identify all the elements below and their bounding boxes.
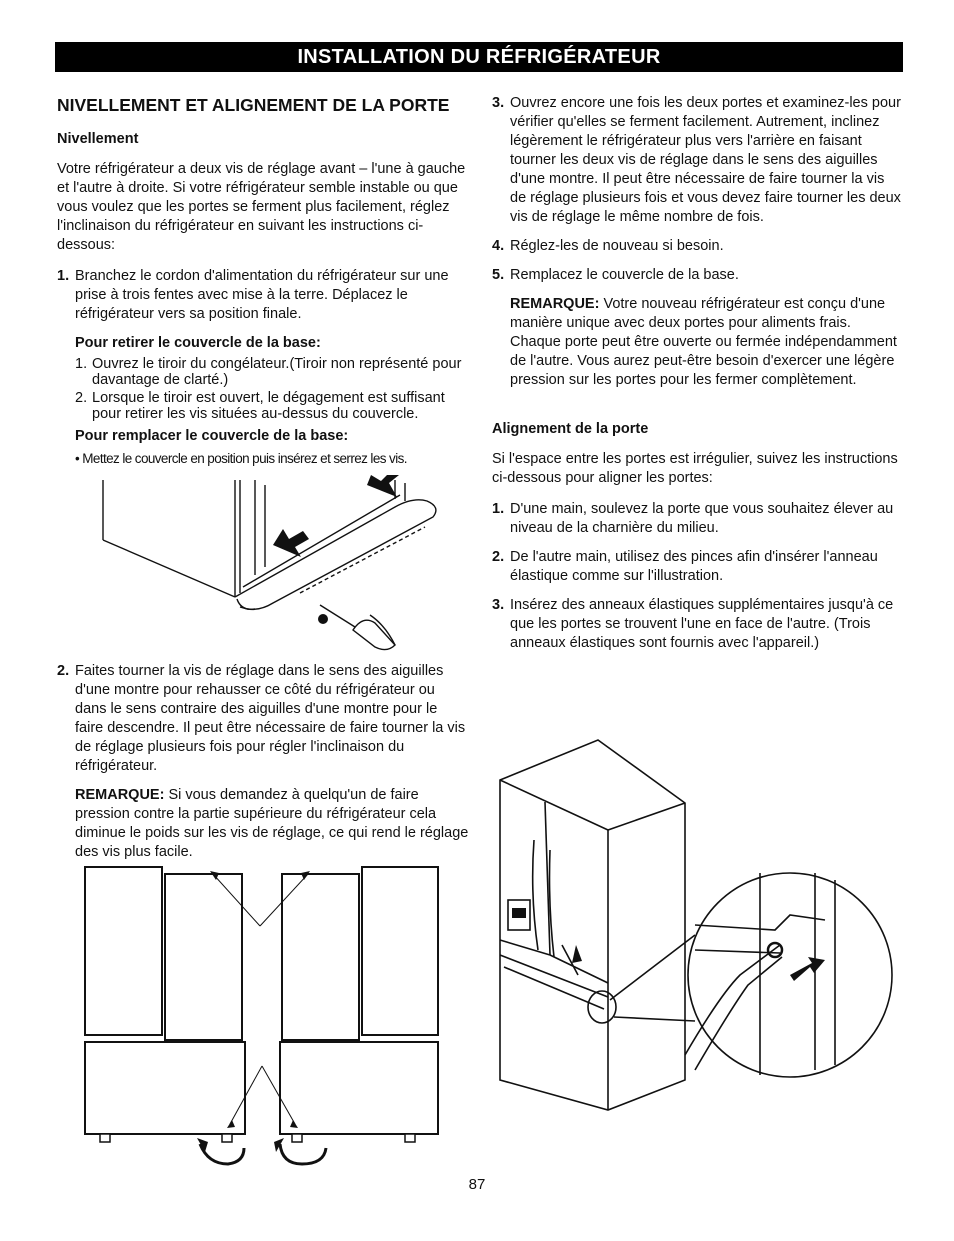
door-leveling-illustration [80,862,442,1174]
remark-text: Votre nouveau réfrigérateur est conçu d'une manière unique avec deux portes pour aliments frais. Chaque porte peut être ouverte ou fermée indépendamment de l'autre. Vous aurez peut-être besoin d'exercer une légère pression sur les portes pour les fermer complètement. [510,296,897,388]
leveling-remark [75,786,469,862]
remark-label: REMARQUE: [75,787,165,803]
step-text: Ouvrez le tiroir du congélateur.(Tiroir non représenté pour davantage de clarté.) [92,356,462,388]
step-number: 2. [75,390,88,406]
step-text: Remplacez le couvercle de la base. [510,267,739,283]
replace-bullet: • Mettez le couvercle en position puis insérez et serrez les vis. [75,451,407,466]
leveling-step-2 [57,662,469,776]
section-title: NIVELLEMENT ET ALIGNEMENT DE LA PORTE [57,95,450,115]
step-text: Réglez-les de nouveau si besoin. [510,238,724,254]
left-column [57,94,469,468]
step-text: Faites tourner la vis de réglage dans le sens des aiguilles d'une montre pour rehausser ce côté du réfrigérateur ou dans le sens contraire des aiguilles d'une montre pour le faire descendre. Il peut être nécessaire de faire tourner la vis de réglage plusieurs fois pour régler l'inclinaison du réfrigérateur. [75,663,466,774]
right-column [492,94,902,663]
step-number: 3. [492,95,505,111]
leveling-step-1 [57,267,469,324]
replace-cover-heading: Pour remplacer le couvercle de la base: [75,428,349,444]
door-alignment-illustration [490,735,900,1115]
step-number: 2. [492,549,505,565]
alignment-intro: Si l'espace entre les portes est irrégulier, suivez les instructions ci-dessous pour aligner les portes: [492,451,898,486]
alignment-step-3 [492,596,902,653]
leveling-step-5 [492,266,902,285]
step-number: 5. [492,267,505,283]
step-number: 1. [75,356,88,372]
step-number: 3. [492,597,505,613]
step-number: 2. [57,663,70,679]
alignment-step-2 [492,548,902,586]
page-number: 87 [468,1176,486,1193]
step-text: D'une main, soulevez la porte que vous souhaitez élever au niveau de la charnière du milieu. [510,501,894,536]
leveling-step-3 [492,94,902,227]
page-banner: INSTALLATION DU RÉFRIGÉRATEUR [55,42,903,72]
step-number: 4. [492,238,505,254]
remove-step-2 [75,390,469,422]
step-number: 1. [492,501,505,517]
remark-text: Si vous demandez à quelqu'un de faire pression contre la partie supérieure du réfrigérateur cela diminue le poids sur les vis de réglage, ce qui rend le réglage des vis plus facile. [75,787,469,860]
alignment-step-1 [492,500,902,538]
step-text: Insérez des anneaux élastiques supplémentaires jusqu'à ce que les portes se trouvent l'une en face de l'autre. (Trois anneaux élastiques sont fournis avec l'appareil.) [510,597,894,651]
leveling-step-4 [492,237,902,256]
left-column-continued [57,662,469,874]
remove-step-1 [75,356,469,388]
leveling-heading: Nivellement [57,131,139,147]
step-text: Lorsque le tiroir est ouvert, le dégagement est suffisant pour retirer les vis situées au-dessus du couvercle. [92,390,445,422]
leveling-intro: Votre réfrigérateur a deux vis de réglage avant – l'une à gauche et l'autre à droite. Si votre réfrigérateur semble instable ou que vous voulez que les portes se ferment plus facilement, réglez l'inclinaison du réfrigérateur en suivant les instructions ci-dessous: [57,161,466,253]
base-cover-illustration [95,475,445,660]
alignment-heading: Alignement de la porte [492,421,649,437]
remark-label: REMARQUE: [510,296,600,312]
door-remark [510,295,902,390]
step-number: 1. [57,268,70,284]
step-text: De l'autre main, utilisez des pinces afin d'insérer l'anneau élastique comme sur l'illustration. [510,549,878,584]
remove-cover-heading: Pour retirer le couvercle de la base: [75,335,321,351]
step-text: Branchez le cordon d'alimentation du réfrigérateur sur une prise à trois fentes avec mise à la terre. Déplacez le réfrigérateur vers sa position finale. [75,268,449,322]
step-text: Ouvrez encore une fois les deux portes et examinez-les pour vérifier qu'elles se ferment facilement. Autrement, inclinez légèrement le réfrigérateur plus vers l'arrière en faisant tourner les deux vis de réglage dans le sens des aiguilles d'une montre. Il peut être nécessaire de faire tourner la vis de réglage plusieurs fois et vous devez faire tourner les deux vis de réglage le même nombre de fois. [510,95,901,225]
